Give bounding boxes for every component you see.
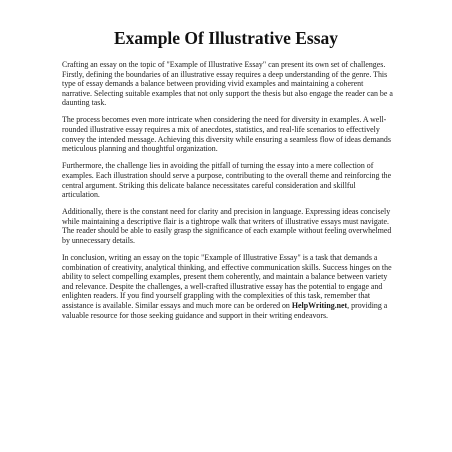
paragraph-intro: Crafting an essay on the topic of "Example of Illustrative Essay" can present its own set of challenges. Firstly, defining the boundaries of an illustrative essay requires a deep understanding of the genre. This type of essay demands a balance between providing vivid examples and maintaining a coherent narrative. Selecting suitable examples that not only support the thesis but also engage the reader can be a daunting task. xyxy=(62,60,393,108)
conclusion-text-before: In conclusion, writing an essay on the topic "Example of Illustrative Essay" is a task that demands a combination of creativity, analytical thinking, and effective communication skills. Success hinges on the ability to select compelling examples, present them coherently, and maintain a balance between variety and relevance. Despite the challenges, a well-crafted illustrative essay has the potential to engage and enlighten readers. If you find yourself grappling with the complexities of this task, remember that assistance is available. Similar essays and much more can be ordered on xyxy=(62,253,392,311)
document-title: Example Of Illustrative Essay xyxy=(113,28,339,48)
paragraph-pitfall: Furthermore, the challenge lies in avoiding the pitfall of turning the essay into a mere collection of examples. Each illustration should serve a purpose, contributing to the overall theme and reinforcing the central argument. Striking this delicate balance necessitates careful consideration and skillful articulation. xyxy=(62,161,392,200)
paragraph-diversity: The process becomes even more intricate when considering the need for diversity in examples. A well-rounded illustrative essay requires a mix of anecdotes, statistics, and real-life scenarios to effectively convey the intended message. Achieving this diversity while ensuring a seamless flow of ideas demands meticulous planning and thoughtful organization. xyxy=(62,115,391,154)
helpwriting-link[interactable]: HelpWriting.net xyxy=(291,301,348,311)
paragraph-conclusion xyxy=(62,253,394,320)
paragraph-clarity: Additionally, there is the constant need for clarity and precision in language. Expressing ideas concisely while maintaining a descriptive flair is a tightrope walk that writers of illustrative essays must navigate. The reader should be able to easily grasp the significance of each example without feeling overwhelmed by unnecessary details. xyxy=(62,207,392,245)
document-body xyxy=(62,60,394,328)
conclusion-text-after: , providing a valuable resource for those seeking guidance and support in their writing endeavors. xyxy=(62,301,388,320)
